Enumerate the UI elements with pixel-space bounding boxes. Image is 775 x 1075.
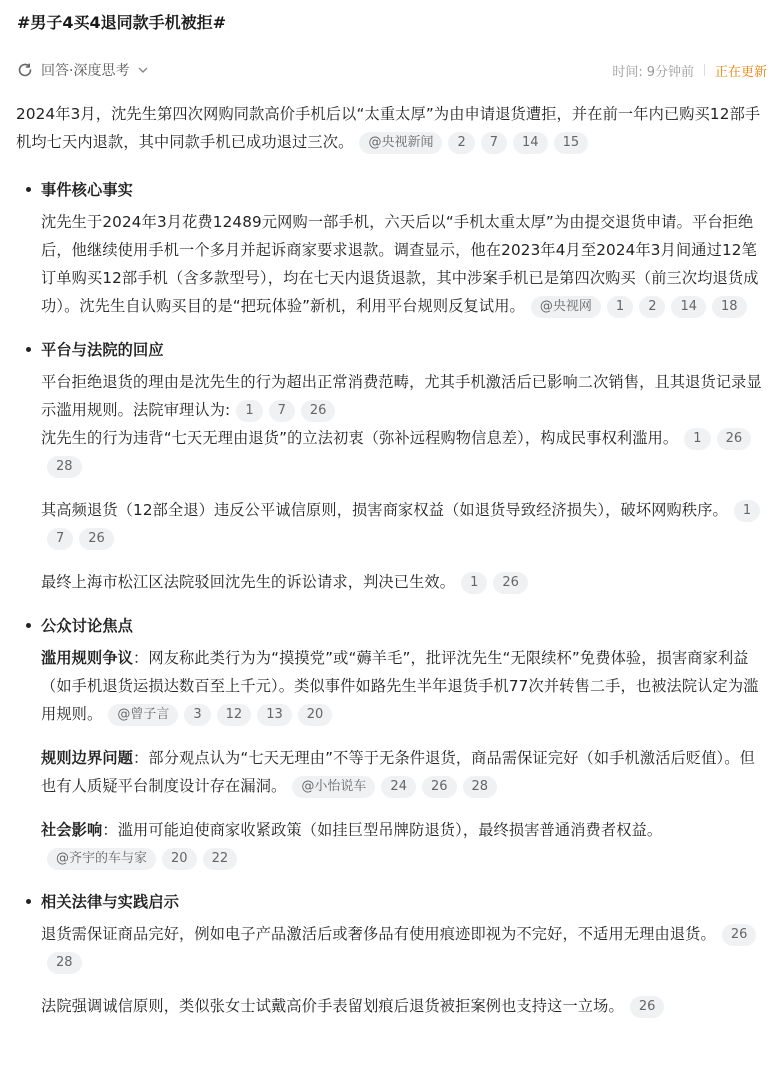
section-title: 相关法律与实践启示: [41, 893, 180, 911]
section-public-discussion: [16, 612, 767, 872]
ref-chip[interactable]: 3: [184, 704, 210, 726]
source-chip[interactable]: @齐宇的车与家: [47, 848, 156, 870]
ref-chip[interactable]: 1: [461, 572, 487, 594]
ref-chip[interactable]: 18: [712, 296, 747, 318]
ref-chip[interactable]: 28: [463, 776, 498, 798]
bullet-dot: [26, 347, 31, 352]
paragraph-text: 退货需保证商品完好，例如电子产品激活后或奢侈品有使用痕迹即视为不完好，不适用无理由退货。: [41, 925, 716, 943]
paragraph-text: 法院强调诚信原则，类似张女士试戴高价手表留划痕后退货被拒案例也支持这一立场。: [41, 997, 624, 1015]
paragraph-text: ：滥用可能迫使商家收紧政策（如挂巨型吊牌防退货），最终损害普通消费者权益。: [102, 821, 663, 839]
paragraph-text: ：部分观点认为“七天无理由”不等于无条件退货，商品需保证完好（如手机激活后贬值）。但也有人质疑平台制度设计存在漏洞。: [41, 749, 755, 795]
ref-chip[interactable]: 26: [422, 776, 457, 798]
answer-content: [16, 100, 767, 1036]
ref-chip[interactable]: 12: [217, 704, 252, 726]
ref-chip[interactable]: 14: [513, 132, 548, 154]
ref-chip[interactable]: 28: [47, 456, 82, 478]
section-paragraph: [41, 368, 767, 424]
paragraph-text: 其高频退货（12部全退）违反公平诚信原则，损害商家权益（如退货导致经济损失），破坏网购秩序。: [41, 501, 728, 519]
source-chip[interactable]: @央视新闻: [359, 132, 442, 154]
time-value: 9分钟前: [646, 64, 694, 80]
ref-chip[interactable]: 1: [684, 428, 710, 450]
refresh-spinner-icon: [17, 62, 33, 78]
ref-chip[interactable]: 26: [79, 528, 114, 550]
ref-chip[interactable]: 1: [734, 500, 760, 522]
bullet-dot: [26, 187, 31, 192]
ref-chip[interactable]: 2: [448, 132, 474, 154]
ref-chip[interactable]: 26: [722, 924, 757, 946]
ref-chip[interactable]: 13: [257, 704, 292, 726]
section-title: 公众讨论焦点: [41, 617, 134, 635]
paragraph-text: 沈先生于2024年3月花费12489元网购一部手机，六天后以“手机太重太厚”为由提交退货申请。平台拒绝后，他继续使用手机一个多月并起诉商家要求退款。调查显示，他在2023年4月至2024年3月间通过12笔订单购买12部手机（含多款型号），均在七天内退货退款，其中涉案手机已是第四次购买（前三次均退货成功）。沈先生自认购买目的是“把玩体验”新机，利用平台规则反复试用。: [41, 213, 759, 315]
paragraph-text: 平台拒绝退货的理由是沈先生的行为超出正常消费范畴，尤其手机激活后已影响二次销售，且其退货记录显示滥用规则。法院审理认为:: [41, 373, 762, 419]
section-paragraph: [41, 992, 767, 1020]
section-paragraph: [41, 744, 767, 800]
section-core-facts: [16, 176, 767, 320]
paragraph-text: 最终上海市松江区法院驳回沈先生的诉讼请求，判决已生效。: [41, 573, 456, 591]
section-law-practice: [16, 888, 767, 1020]
paragraph-lead: 社会影响: [41, 821, 103, 839]
source-chip[interactable]: @小怡说车: [292, 776, 375, 798]
ref-chip[interactable]: 7: [269, 400, 295, 422]
ref-chip[interactable]: 26: [301, 400, 336, 422]
ref-chip[interactable]: 26: [630, 996, 665, 1018]
paragraph-text: 沈先生的行为违背“七天无理由退货”的立法初衷（弥补远程购物信息差），构成民事权利滥用。: [41, 429, 679, 447]
section-paragraph: [41, 568, 767, 596]
answer-mode-label: 回答·深度思考: [41, 63, 130, 79]
bullet-dot: [26, 623, 31, 628]
ref-chip[interactable]: 26: [717, 428, 752, 450]
paragraph-lead: 滥用规则争议: [41, 649, 134, 667]
status-badge: 正在更新: [714, 64, 767, 80]
page-title: #男子4买4退同款手机被拒#: [17, 13, 227, 32]
section-paragraph: [41, 496, 767, 552]
ref-chip[interactable]: 20: [162, 848, 197, 870]
intro-text: 2024年3月，沈先生第四次网购同款高价手机后以“太重太厚”为由申请退货遭拒，并在前一年内已购买12部手机均七天内退款，其中同款手机已成功退过三次。: [16, 105, 761, 151]
source-chip[interactable]: @央视网: [531, 296, 601, 318]
ref-chip[interactable]: 15: [554, 132, 589, 154]
section-platform-court: [16, 336, 767, 596]
paragraph-lead: 规则边界问题: [41, 749, 134, 767]
time-label: 时间:: [612, 64, 643, 80]
bullet-dot: [26, 899, 31, 904]
ref-chip[interactable]: 26: [493, 572, 528, 594]
ref-chip[interactable]: 2: [639, 296, 665, 318]
section-paragraph: [41, 816, 767, 872]
paragraph-text: ：网友称此类行为为“摸摸党”或“薅羊毛”，批评沈先生“无限续杯”免费体验，损害商家利益（如手机退货运损达数百至上千元）。类似事件如路先生半年退货手机77次并转售二手，也被法院认定为滥用规则。: [41, 649, 759, 723]
time-status: [612, 61, 767, 80]
ref-chip[interactable]: 14: [671, 296, 706, 318]
section-paragraph: [41, 644, 767, 728]
answer-mode-toggle[interactable]: [17, 60, 149, 80]
section-paragraph: [41, 208, 767, 320]
section-paragraph: [41, 424, 767, 480]
section-paragraph: [41, 920, 767, 976]
section-title: 事件核心事实: [41, 181, 134, 199]
ref-chip[interactable]: 1: [236, 400, 262, 422]
source-chip[interactable]: @曾子言: [108, 704, 178, 726]
ref-chip[interactable]: 28: [47, 952, 82, 974]
chevron-down-icon: [137, 64, 149, 76]
ref-chip[interactable]: 22: [203, 848, 238, 870]
ref-chip[interactable]: 1: [607, 296, 633, 318]
answer-meta-bar: [17, 60, 767, 80]
ref-chip[interactable]: 24: [381, 776, 416, 798]
section-title: 平台与法院的回应: [41, 341, 164, 359]
ref-chip[interactable]: 7: [481, 132, 507, 154]
intro-paragraph: [16, 100, 767, 156]
ref-chip[interactable]: 7: [47, 528, 73, 550]
ref-chip[interactable]: 20: [298, 704, 333, 726]
divider: [704, 64, 705, 76]
